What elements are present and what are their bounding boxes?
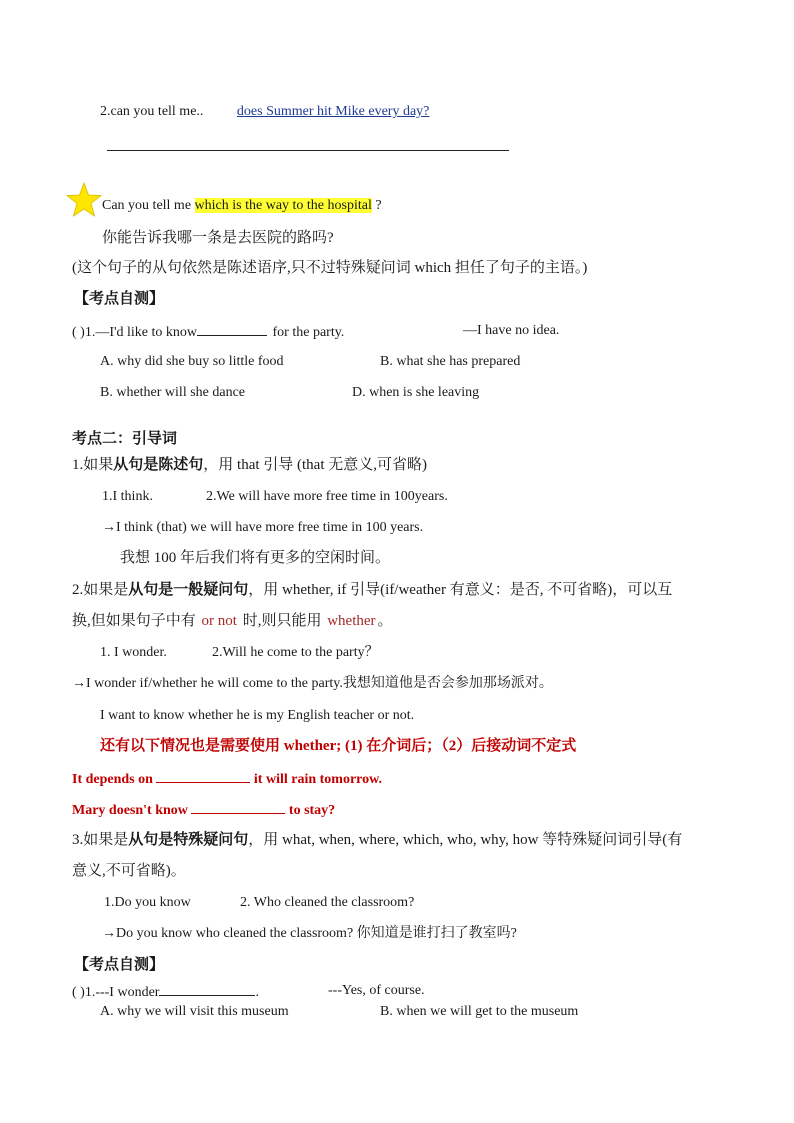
quiz1-question-post: for the party. xyxy=(272,325,345,340)
p2-example-1: 1. I wonder. xyxy=(100,645,167,660)
q2-answer: does Summer hit Mike every day? xyxy=(236,104,430,119)
p3-a: 3.如果是 xyxy=(72,832,129,848)
q2-line xyxy=(100,102,429,122)
p2l2-c: 时,则只能用 xyxy=(242,613,322,629)
p2q1-post: it will rain tomorrow. xyxy=(253,772,382,787)
p2-c: ，用 whether, if 引导(if/weather 有意义：是否, 不可省略)，可以互 xyxy=(248,582,673,598)
quiz1-blank[interactable] xyxy=(197,321,267,336)
example-post: ? xyxy=(375,198,382,213)
p2-example-3: →I wonder if/whether he will come to the party.我想知道他是否会参加那场派对。 xyxy=(72,676,553,691)
p2-question-1 xyxy=(72,768,382,790)
section2-p1 xyxy=(72,455,427,475)
quiz2-question-post: . xyxy=(255,985,259,1000)
section2-title: 考点二：引导词 xyxy=(72,431,178,447)
quiz2-reply: ---Yes, of course. xyxy=(328,983,425,998)
section2-p2 xyxy=(72,580,672,600)
p2l2-a: 换,但如果句子中有 xyxy=(72,613,196,629)
p1-c: ，用 that 引导 (that 无意义,可省略) xyxy=(203,457,428,473)
example-highlight: which is the way to the hospital xyxy=(194,198,372,213)
p2l2-e: 。 xyxy=(377,613,393,629)
p2-note: 还有以下情况也是需要使用 whether; (1) 在介词后；（2）后接动词不定式 xyxy=(100,738,577,754)
p2q1-blank[interactable] xyxy=(156,768,250,783)
p2-example-2: 2.Will he come to the party？ xyxy=(212,645,379,660)
p2q1-pre: It depends on xyxy=(72,772,153,787)
p3-example-2: 2. Who cleaned the classroom? xyxy=(240,895,415,910)
p2q2-pre: Mary doesn't know xyxy=(72,803,188,818)
quiz2-option-b[interactable]: B. when we will get to the museum xyxy=(380,1004,579,1019)
p3-bold: 从句是特殊疑问句 xyxy=(128,832,249,848)
p2q2-blank[interactable] xyxy=(191,799,285,814)
p3-example-3: →Do you know who cleaned the classroom? 你知道是谁打扫了教室吗? xyxy=(102,926,517,941)
section2-p3 xyxy=(72,830,682,850)
example-note: (这个句子的从句依然是陈述语序,只不过特殊疑问词 which 担任了句子的主语。) xyxy=(72,260,588,276)
example-pre: Can you tell me xyxy=(102,198,192,213)
quiz1-option-d[interactable]: D. when is she leaving xyxy=(352,385,480,400)
quiz1-heading: 【考点自测】 xyxy=(74,291,165,307)
quiz2-question xyxy=(72,981,259,1003)
answer-rule xyxy=(107,150,509,151)
p1-example-2: 2.We will have more free time in 100years. xyxy=(206,489,448,504)
section2-p2-line2 xyxy=(72,611,393,631)
p1-bold: 从句是陈述句 xyxy=(113,457,204,473)
p1-example-3: →I think (that) we will have more free time in 100 years. xyxy=(102,520,424,535)
quiz2-blank[interactable] xyxy=(159,981,255,996)
p2-example-4: I want to know whether he is my English teacher or not. xyxy=(100,708,415,723)
p2l2-whether: whether xyxy=(327,613,376,629)
section2-p3-line2: 意义,不可省略)。 xyxy=(72,863,186,879)
p2-question-2 xyxy=(72,799,335,821)
quiz1-reply: —I have no idea. xyxy=(463,323,560,338)
star-icon xyxy=(66,182,102,218)
p3-example-1: 1.Do you know xyxy=(104,895,191,910)
p1-translation: 我想 100 年后我们将有更多的空闲时间。 xyxy=(120,550,391,566)
p1-example-1: 1.I think. xyxy=(102,489,153,504)
quiz2-option-a[interactable]: A. why we will visit this museum xyxy=(100,1004,289,1019)
example-translation: 你能告诉我哪一条是去医院的路吗? xyxy=(102,230,334,246)
quiz1-option-a[interactable]: A. why did she buy so little food xyxy=(100,354,284,369)
example-sentence xyxy=(102,196,382,216)
quiz2-heading: 【考点自测】 xyxy=(74,957,165,973)
p1-a: 1.如果 xyxy=(72,457,114,473)
p2q2-post: to stay? xyxy=(288,803,336,818)
p2-a: 2.如果是 xyxy=(72,582,129,598)
p2-bold: 从句是一般疑问句 xyxy=(128,582,249,598)
p3-c: ，用 what, when, where, which, who, why, how 等特殊疑问词引导(有 xyxy=(248,832,683,848)
quiz1-option-b[interactable]: B. what she has prepared xyxy=(380,354,521,369)
quiz1-option-c[interactable]: B. whether will she dance xyxy=(100,385,246,400)
quiz1-question xyxy=(72,321,344,343)
quiz2-question-pre: ( )1.---I wonder xyxy=(72,985,160,1000)
q2-prefix: 2.can you tell me.. xyxy=(100,104,204,119)
p2l2-or-not: or not xyxy=(201,613,237,629)
quiz1-question-pre: ( )1.—I'd like to know xyxy=(72,325,198,340)
